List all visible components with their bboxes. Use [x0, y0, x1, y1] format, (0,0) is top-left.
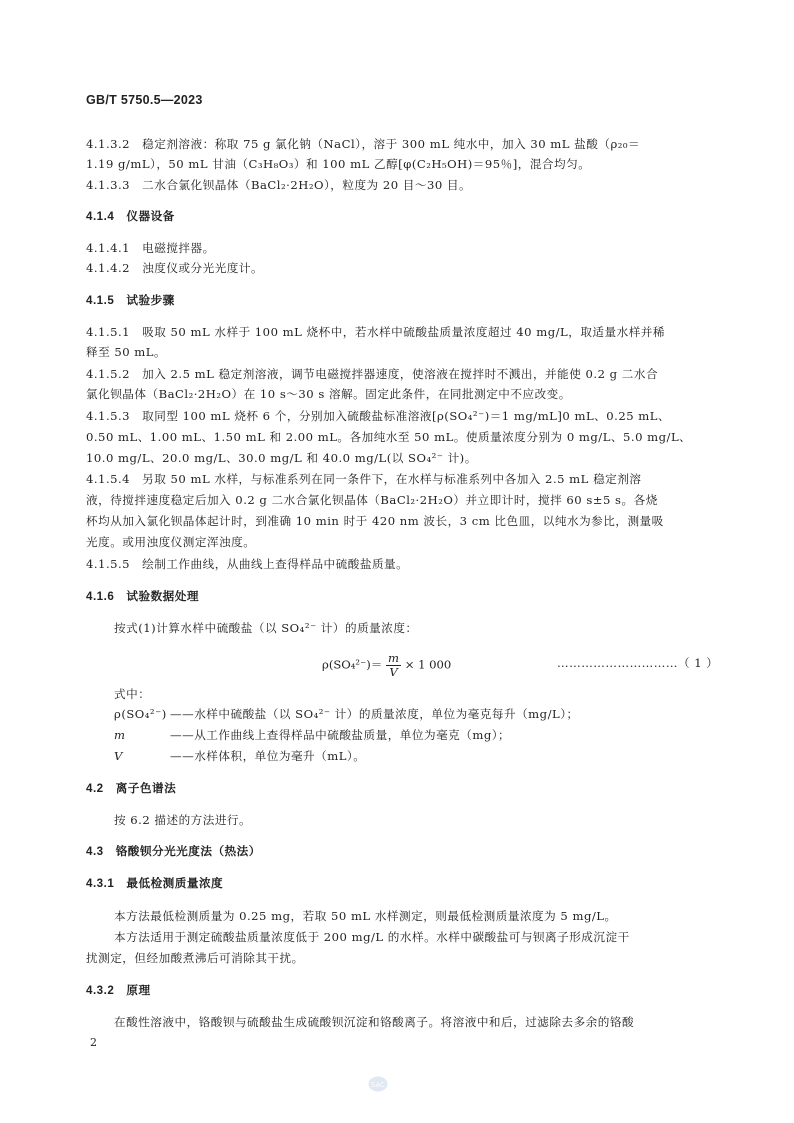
page-number: 2 [90, 1036, 97, 1049]
text-line: 按 6.2 描述的方法进行。 [114, 813, 252, 827]
text-line: 杯均从加入氯化钡晶体起计时，到准确 10 min 时于 420 nm 波长，3 cm 比色皿，以纯水为参比，测量吸 [86, 514, 664, 528]
text-line: 本方法适用于测定硫酸盐质量浓度低于 200 mg/L 的水样。水样中碳酸盐可与钡离子形成沉淀干 [114, 930, 630, 944]
variable-symbol: V [114, 749, 123, 763]
formula-numerator: m [388, 651, 400, 665]
section-heading: 4.3.1 最低检测质量浓度 [86, 877, 224, 890]
watermark-logo-icon [368, 1076, 388, 1092]
section-heading: 4.1.6 试验数据处理 [86, 590, 199, 603]
text-line: 1.19 g/mL），50 mL 甘油（C₃H₈O₃）和 100 mL 乙醇[φ(C₂H₅OH)＝95％]，混合均匀。 [86, 157, 591, 171]
text-line: 液，待搅拌速度稳定后加入 0.2 g 二水合氯化钡晶体（BaCl₂·2H₂O）并立即计时，搅拌 60 s±5 s。各烧 [86, 493, 658, 507]
text-line: 光度。或用浊度仪测定浑浊度。 [86, 535, 256, 549]
text-line: 4.1.3.3 二水合氯化钡晶体（BaCl₂·2H₂O），粒度为 20 目～30 目。 [86, 178, 472, 192]
formula-rhs: × 1 000 [404, 657, 452, 672]
variable-description: ——水样体积，单位为毫升（mL）。 [170, 749, 366, 763]
text-line: 4.1.5.2 加入 2.5 mL 稳定剂溶液，调节电磁搅拌器速度，使溶液在搅拌时不溅出，并能使 0.2 g 二水合 [86, 367, 659, 381]
formula-fraction [386, 652, 401, 679]
text-line: 4.1.5.3 取同型 100 mL 烧杯 6 个，分别加入硫酸盐标准溶液[ρ(SO₄²⁻)＝1 mg/mL]0 mL、0.25 mL、 [86, 409, 671, 423]
section-heading: 4.1.4 仪器设备 [86, 210, 175, 223]
variable-row [114, 748, 365, 764]
text-line: 4.1.5.5 绘制工作曲线，从曲线上查得样品中硫酸盐质量。 [86, 557, 409, 571]
text-line: 式中： [114, 687, 151, 701]
text-line: 按式(1)计算水样中硫酸盐（以 SO₄²⁻ 计）的质量浓度： [114, 621, 418, 635]
formula-denominator: V [389, 665, 398, 679]
text-line: 氯化钡晶体（BaCl₂·2H₂O）在 10 s～30 s 溶解。固定此条件，在同批测定中不应改变。 [86, 387, 571, 401]
text-line: 本方法最低检测质量为 0.25 mg，若取 50 mL 水样测定，则最低检测质量浓度为 5 mg/L。 [114, 909, 617, 923]
section-heading: 4.2 离子色谱法 [86, 782, 177, 795]
text-line: 4.1.5.4 另取 50 mL 水样，与标准系列在同一条件下，在水样与标准系列中各加入 2.5 mL 稳定剂溶 [86, 472, 642, 486]
variable-description: ——从工作曲线上查得样品中硫酸盐质量，单位为毫克（mg）； [170, 728, 511, 742]
variable-row [114, 706, 579, 722]
variable-description: ——水样中硫酸盐（以 SO₄²⁻ 计）的质量浓度，单位为毫克每升（mg/L）； [170, 707, 579, 721]
section-heading: 4.1.5 试验步骤 [86, 294, 175, 307]
standard-header: GB/T 5750.5—2023 [86, 93, 203, 107]
text-line: 在酸性溶液中，铬酸钡与硫酸盐生成硫酸钡沉淀和铬酸离子。将溶液中和后，过滤除去多余的铬酸 [114, 1015, 635, 1029]
text-line: 4.1.4.1 电磁搅拌器。 [86, 241, 215, 255]
text-line: 4.1.4.2 浊度仪或分光光度计。 [86, 261, 264, 275]
variable-symbol: m [114, 728, 126, 742]
text-line: 4.1.3.2 稳定剂溶液：称取 75 g 氯化钠（NaCl），溶于 300 mL 纯水中，加入 30 mL 盐酸（ρ₂₀＝ [86, 137, 641, 151]
text-line: 0.50 mL、1.00 mL、1.50 mL 和 2.00 mL。各加纯水至 50 mL。使质量浓度分别为 0 mg/L、5.0 mg/L、 [86, 430, 692, 444]
text-line: 释至 50 mL。 [86, 345, 167, 359]
svg-text:SAC: SAC [370, 1081, 386, 1089]
text-line: 扰测定，但经加酸煮沸后可消除其干扰。 [86, 951, 304, 965]
formula-1 [322, 652, 451, 679]
variable-row [114, 727, 510, 743]
text-line: 10.0 mg/L、20.0 mg/L、30.0 mg/L 和 40.0 mg/L(以 SO₄²⁻ 计)。 [86, 451, 477, 465]
formula-lhs: ρ(SO₄²⁻)＝ [322, 657, 383, 672]
equation-number: …………………………（ 1 ） [557, 656, 719, 670]
text-line: 4.1.5.1 吸取 50 mL 水样于 100 mL 烧杯中，若水样中硫酸盐质量浓度超过 40 mg/L，取适量水样并稀 [86, 325, 665, 339]
variable-symbol: ρ(SO₄²⁻) [114, 707, 167, 721]
section-heading: 4.3.2 原理 [86, 984, 151, 997]
section-heading: 4.3 铬酸钡分光光度法（热法） [86, 845, 261, 858]
